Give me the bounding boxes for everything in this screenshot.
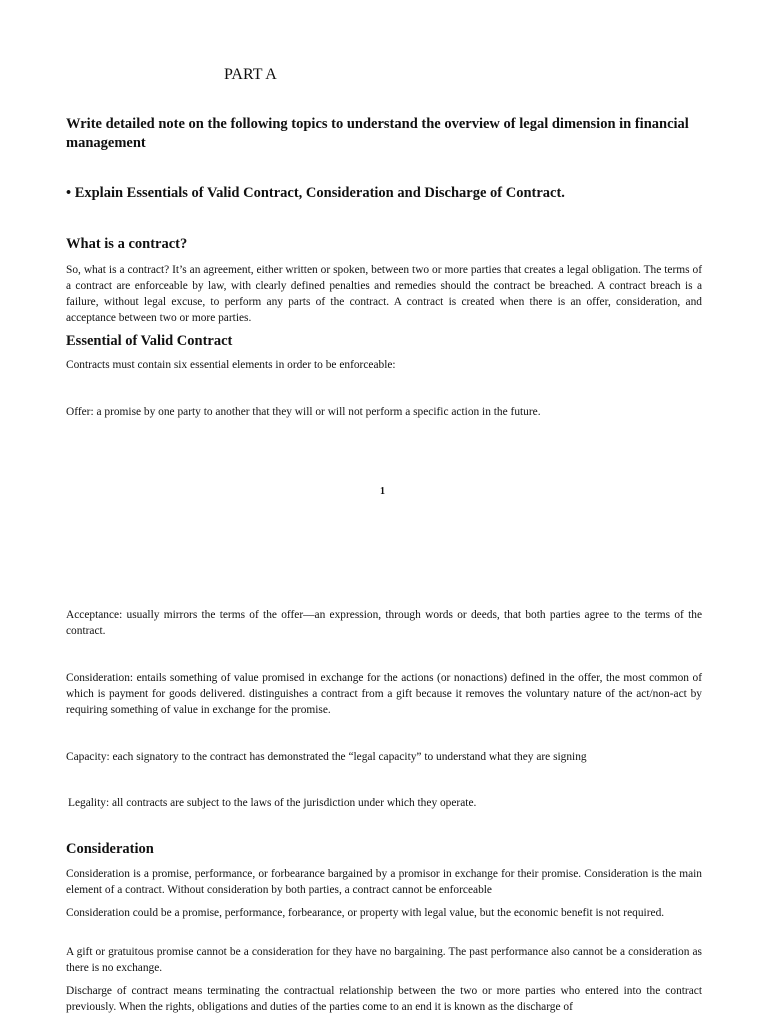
heading-what-is-contract: What is a contract? — [66, 236, 188, 252]
essential-intro-text: Contracts must contain six essential elements in order to be enforceable: — [66, 359, 396, 371]
part-heading: PART A — [224, 66, 277, 83]
consideration-paragraph-3: A gift or gratuitous promise cannot be a consideration for they have no bargaining. The past performance also cannot be a consideration as there is no exchange. — [66, 946, 702, 974]
heading-essential-valid-contract: Essential of Valid Contract — [66, 333, 233, 349]
consideration-paragraph-2: Consideration could be a promise, performance, forbearance, or property with legal value, but the economic benefit is not required. — [66, 907, 665, 919]
capacity-text: Capacity: each signatory to the contract has demonstrated the “legal capacity” to understand what they are signing — [66, 751, 587, 763]
heading-consideration: Consideration — [66, 841, 154, 857]
acceptance-paragraph: Acceptance: usually mirrors the terms of the offer—an expression, through words or deeds, that both parties agree to the terms of the contract. — [66, 609, 702, 637]
legality-text: Legality: all contracts are subject to the laws of the jurisdiction under which they operate. — [68, 797, 477, 809]
consideration-element-paragraph: Consideration: entails something of value promised in exchange for the actions (or nonactions) defined in the offer, the most common of which is payment for goods delivered. distinguishes a contract from a gift because it removes the voluntary nature of the act/non-act by requiring something of value in exchange for the promise. — [66, 672, 702, 716]
page-number: 1 — [380, 486, 385, 497]
offer-text: Offer: a promise by one party to another that they will or will not perform a specific action in the future. — [66, 406, 541, 418]
question-bullet: • Explain Essentials of Valid Contract, Consideration and Discharge of Contract. — [66, 185, 565, 201]
discharge-paragraph: Discharge of contract means terminating the contractual relationship between the two or more parties who entered into the contract previously. When the rights, obligations and duties of the parties come to an end it is known as the discharge of — [66, 985, 702, 1013]
contract-definition-paragraph: So, what is a contract? It’s an agreement, either written or spoken, between two or more parties that creates a legal obligation. The terms of a contract are enforceable by law, with clearly defined penalties and remedies should the contract be breached. A contract breach is a failure, without legal excuse, to perform any parts of the contract. A contract is created when there is an offer, consideration, and acceptance between two or more parties. — [66, 264, 702, 324]
consideration-paragraph-1: Consideration is a promise, performance, or forbearance bargained by a promisor in exchange for their promise. Consideration is the main element of a contract. Without consideration by both parties, a contract cannot be enforceable — [66, 868, 702, 896]
instruction-text: Write detailed note on the following topics to understand the overview of legal dimension in financial management — [66, 116, 689, 151]
